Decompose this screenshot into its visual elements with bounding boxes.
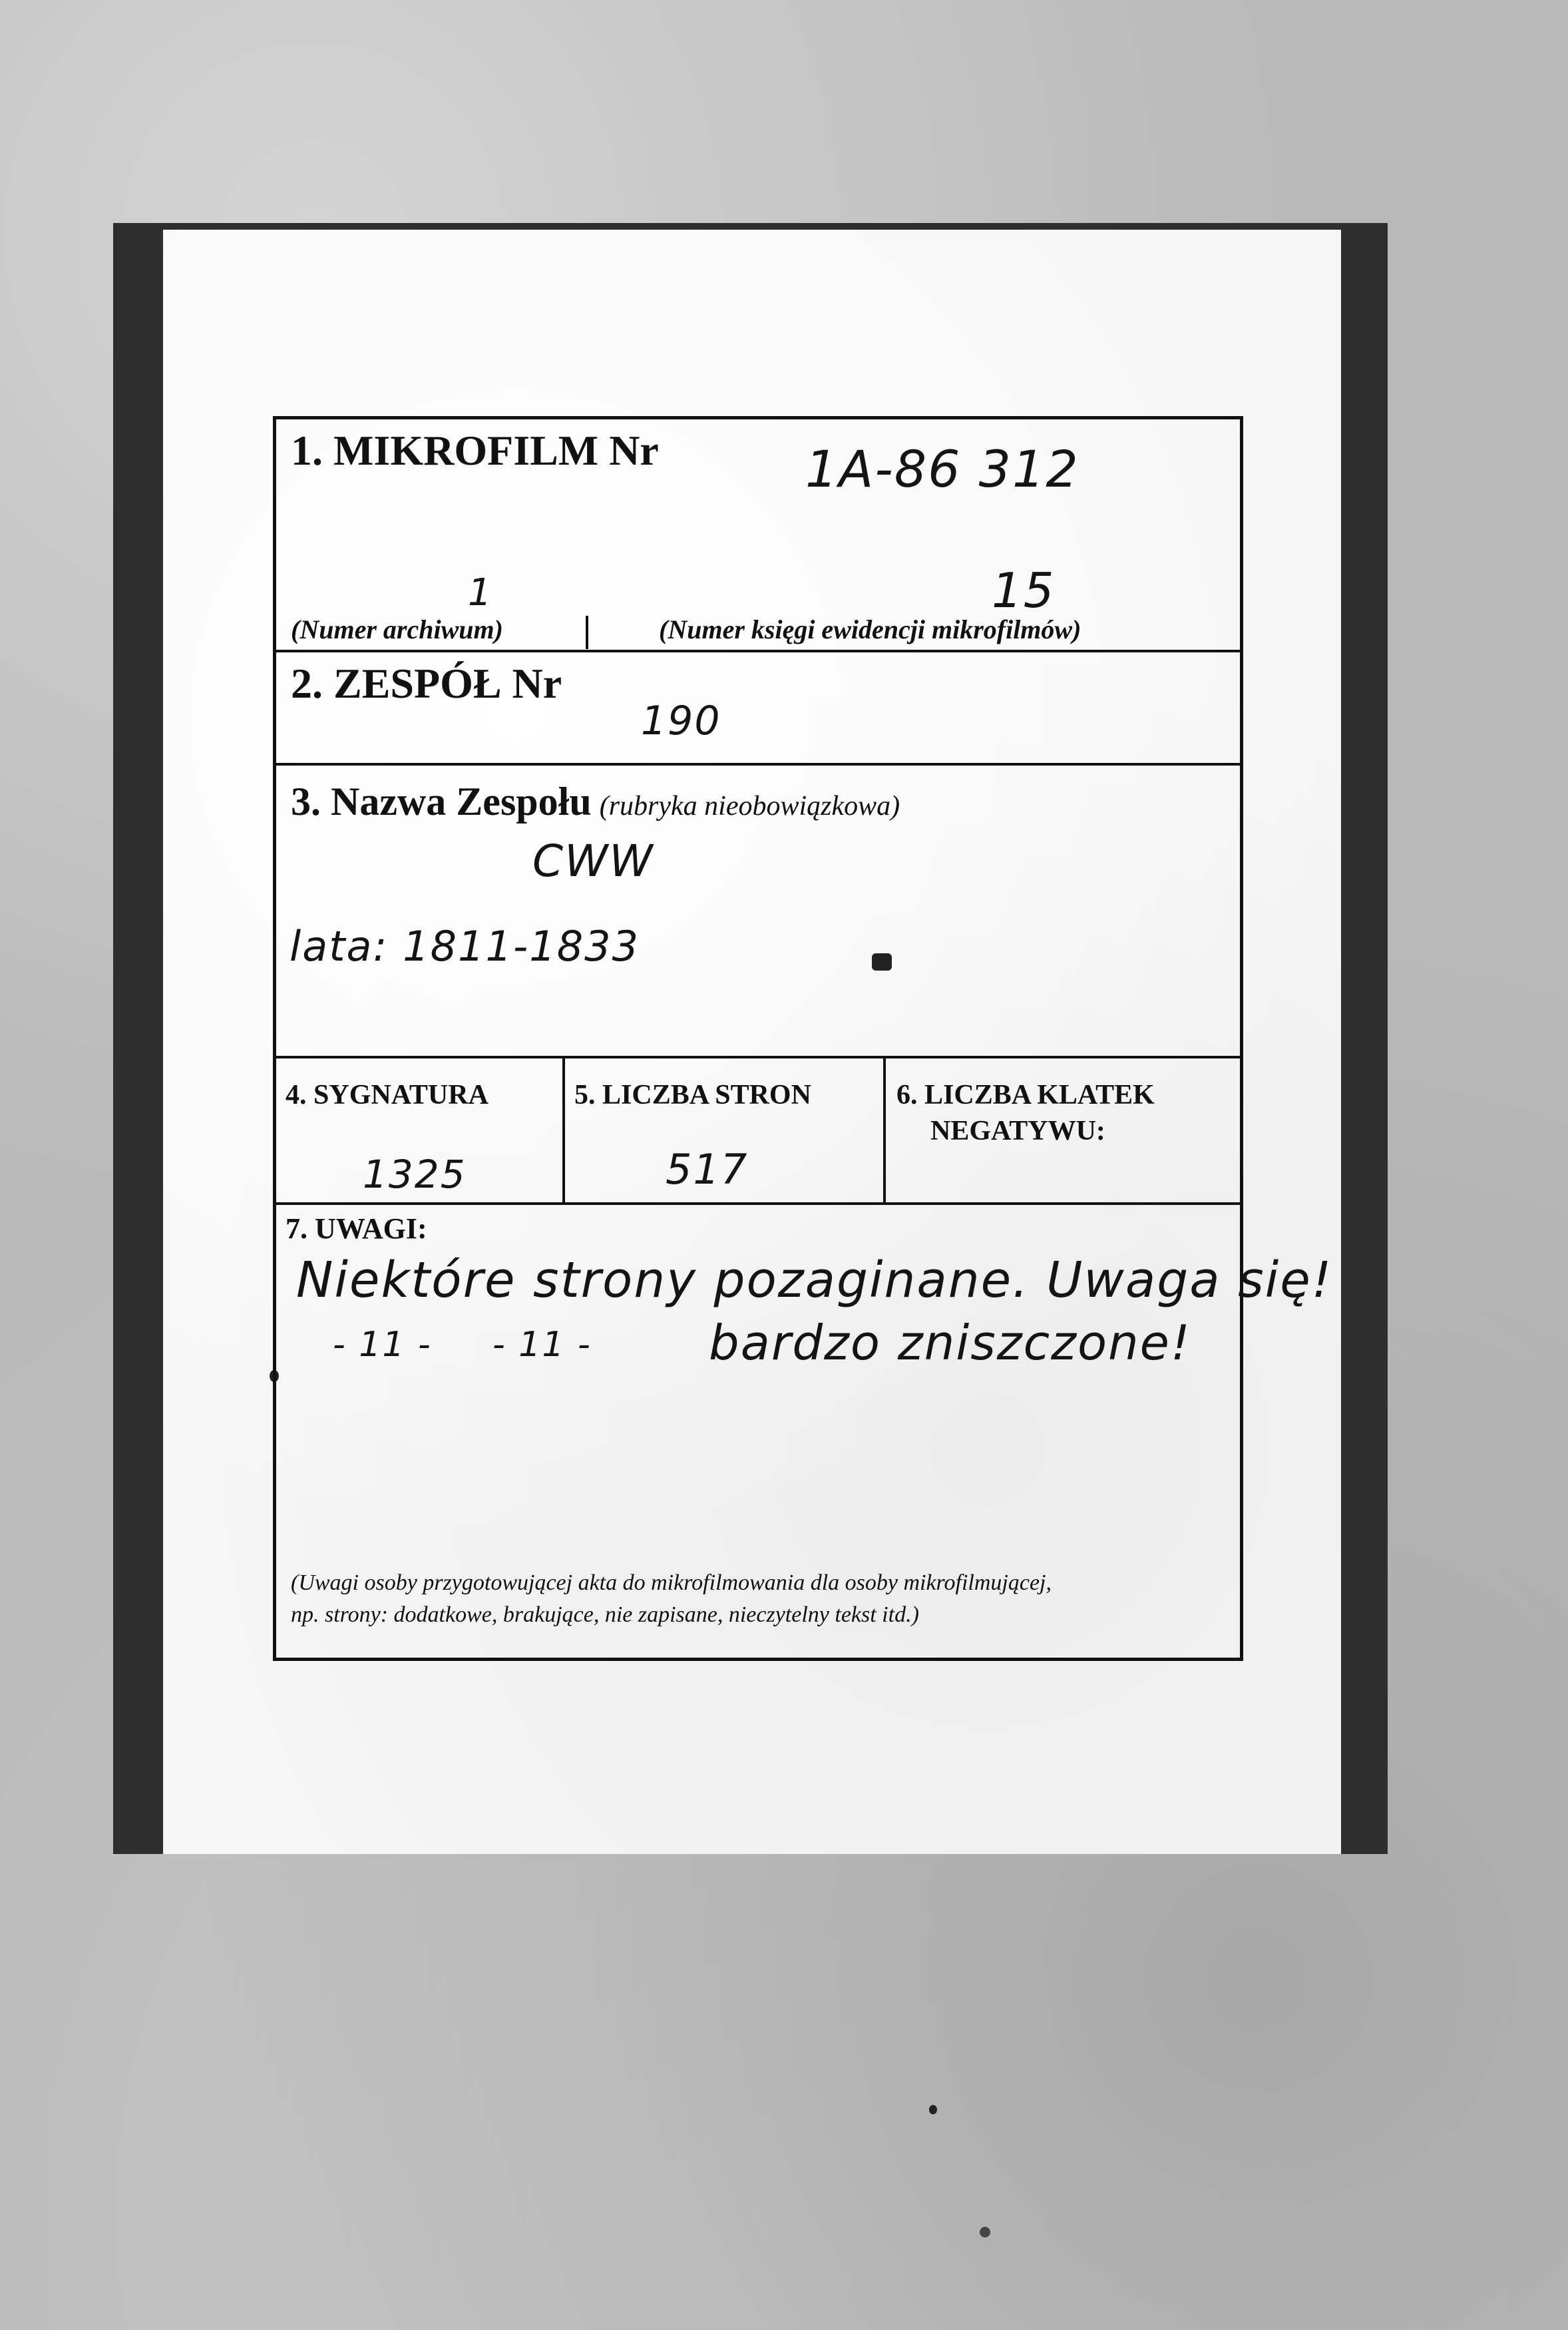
microfilm-heading: 1. MIKROFILM Nr	[291, 427, 659, 474]
remarks-ditto-mark: - 11 -	[492, 1325, 592, 1365]
fonds-number-handwritten: 190	[641, 698, 721, 744]
fonds-name-heading	[291, 779, 900, 825]
section-microfilm-number	[276, 419, 1240, 652]
fonds-name-title: 3. Nazwa Zespołu	[291, 780, 592, 823]
section-fonds-name	[276, 766, 1240, 1058]
frames-count-heading-line2: NEGATYWU:	[930, 1116, 1105, 1146]
signature-heading: 4. SYGNATURA	[286, 1080, 489, 1110]
pages-count-handwritten: 517	[666, 1145, 749, 1194]
fonds-name-optional-note: (rubryka nieobowiązkowa)	[599, 791, 900, 821]
remarks-footnote-line1: (Uwagi osoby przygotowującej akta do mikrofilmowania dla osoby mikrofilmującej,	[291, 1570, 1052, 1595]
remarks-handwritten-line1: Niektóre strony pozaginane. Uwaga się!	[296, 1252, 1333, 1309]
section-remarks	[276, 1205, 1333, 1658]
remarks-footnote-line2: np. strony: dodatkowe, brakujące, nie zapisane, nieczytelny tekst itd.)	[291, 1602, 919, 1627]
remarks-handwritten-line2: bardzo zniszczone!	[709, 1315, 1191, 1371]
fonds-years-handwritten: lata: 1811-1833	[290, 922, 640, 971]
frames-count-heading-line1: 6. LICZBA KLATEK	[896, 1080, 1155, 1110]
ledger-number-label: (Numer księgi ewidencji mikrofilmów)	[659, 614, 1081, 644]
archive-number-handwritten: 1	[468, 571, 493, 614]
microfilm-number-handwritten: 1A-86 312	[805, 439, 1079, 499]
microfilm-record-form	[273, 416, 1333, 1661]
dust-speck	[929, 2105, 937, 2114]
dust-speck	[980, 2227, 990, 2237]
remarks-heading: 7. UWAGI:	[286, 1212, 427, 1245]
fonds-heading: 2. ZESPÓŁ Nr	[291, 660, 562, 707]
signature-handwritten: 1325	[363, 1152, 467, 1197]
remarks-ditto-mark: - 11 -	[333, 1325, 432, 1365]
archive-number-label: (Numer archiwum)	[291, 614, 503, 644]
section-fonds-number	[276, 652, 1240, 766]
fonds-name-handwritten: CWW	[532, 835, 654, 887]
column-divider	[883, 1058, 886, 1202]
ledger-number-handwritten: 15	[992, 563, 1056, 618]
section-row-signature-pages-frames	[276, 1058, 1240, 1205]
column-divider	[562, 1058, 565, 1202]
pages-count-heading: 5. LICZBA STRON	[574, 1080, 811, 1110]
label-separator	[586, 616, 588, 649]
